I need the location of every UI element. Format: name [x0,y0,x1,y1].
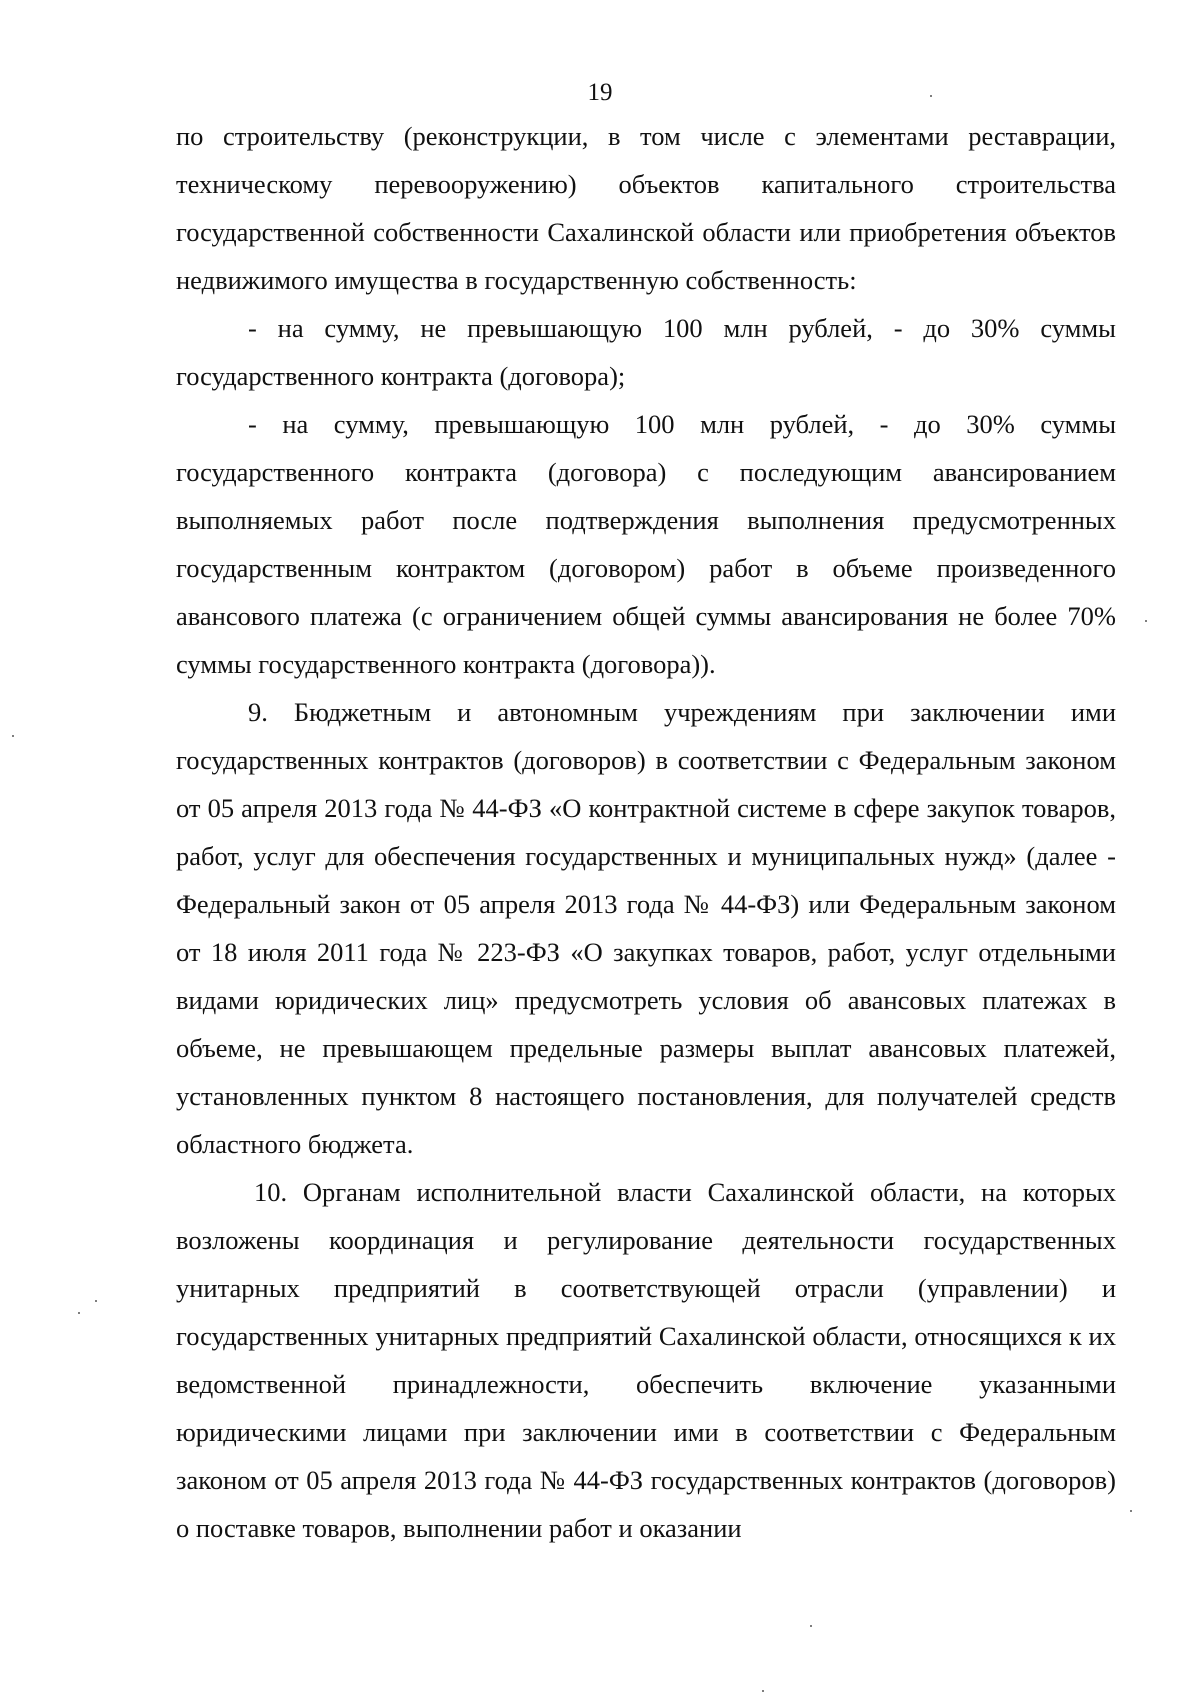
paragraph-item-over-100: - на сумму, превышающую 100 млн рублей, - до 30% суммы государственного контракта (договора) с последующим авансированием выполняемых работ после подтверждения выполнения предусмотренных государственным контрактом (договором) работ в объеме произведенного авансового платежа (с ограничением общей суммы авансирования не более 70% суммы государственного контракта (договора)). [176,409,1116,679]
scan-speck [95,1300,97,1302]
paragraph-point-10: 10. Органам исполнительной власти Сахалинской области, на которых возложены координация и регулирование деятельности государственных унитарных предприятий в соответствующей отрасли (управлении) и государственных унитарных предприятий Сахалинской области, относящихся к их ведомственной принадлежности, обеспечить включение указанными юридическими лицами при заключении ими в соответствии с Федеральным законом от 05 апреля 2013 года № 44-ФЗ государственных контрактов (договоров) о поставке товаров, выполнении работ и оказании [176,1177,1116,1543]
page-number: 19 [587,79,613,106]
paragraph-continuation: по строительству (реконструкции, в том числе с элементами реставрации, техническому перевооружению) объектов капитального строительства государственной собственности Сахалинской области или приобретения объектов недвижимого имущества в государственную собственность: [176,121,1116,295]
scan-speck [930,95,932,97]
scan-speck [12,735,14,737]
paragraph-point-9: 9. Бюджетным и автономным учреждениям при заключении ими государственных контрактов (договоров) в соответствии с Федеральным законом от 05 апреля 2013 года № 44-ФЗ «О контрактной системе в сфере закупок товаров, работ, услуг для обеспечения государственных и муниципальных нужд» (далее - Федеральный закон от 05 апреля 2013 года № 44-ФЗ) или Федеральным законом от 18 июля 2011 года № 223-ФЗ «О закупках товаров, работ, услуг отдельными видами юридических лиц» предусмотреть условия об авансовых платежах в объеме, не превышающем предельные размеры выплат авансовых платежей, установленных пунктом 8 настоящего постановления, для получателей средств областного бюджета. [176,697,1116,1159]
scan-speck [810,1625,812,1627]
document-body [176,112,1116,1552]
scan-speck [1130,1510,1132,1512]
paragraph-item-up-to-100: - на сумму, не превышающую 100 млн рублей, - до 30% суммы государственного контракта (договора); [176,313,1116,391]
scan-speck [78,1312,80,1314]
scan-speck [1145,620,1147,622]
scan-speck [762,1690,764,1692]
